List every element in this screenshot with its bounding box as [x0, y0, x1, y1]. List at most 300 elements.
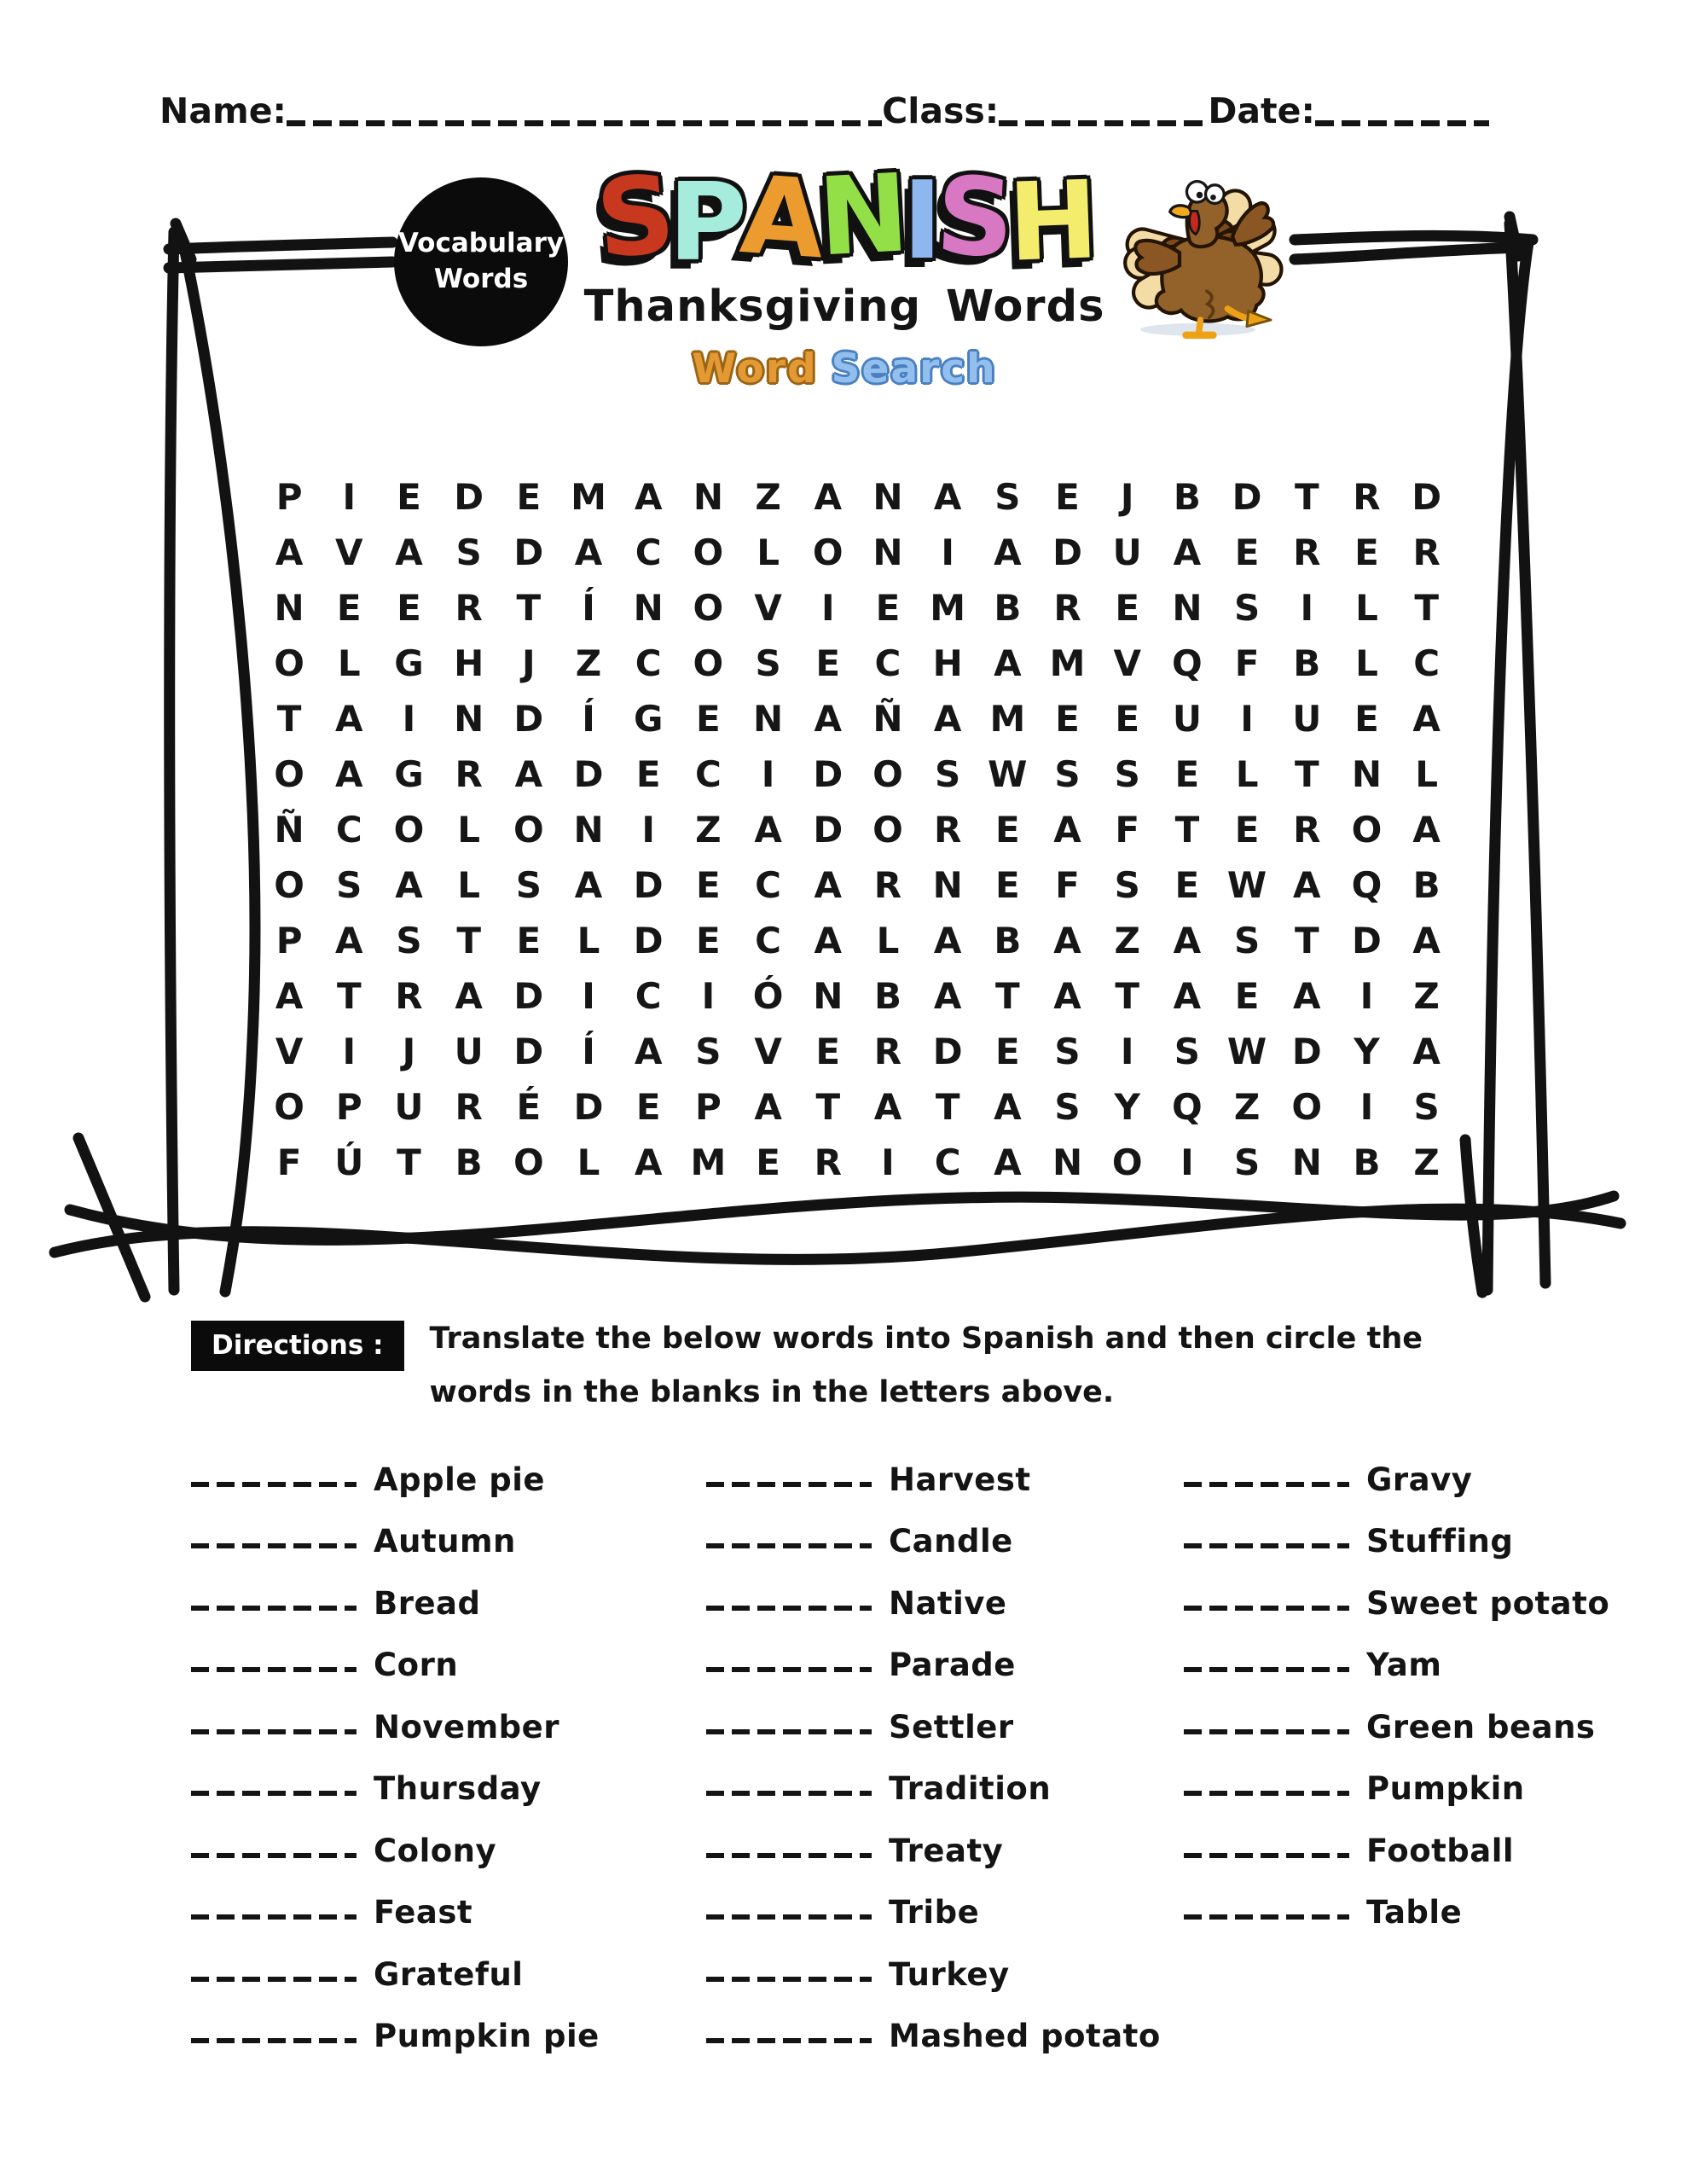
grid-letter: R — [1293, 809, 1321, 851]
grid-letter: T — [1294, 753, 1319, 795]
grid-letter: W — [1226, 864, 1267, 906]
grid-letter: E — [875, 587, 901, 629]
grid-letter: O — [872, 809, 903, 851]
grid-letter: E — [696, 698, 721, 740]
grid-letter: T — [336, 975, 362, 1017]
grid-letter: N — [693, 476, 723, 518]
grid-letter: D — [1291, 1031, 1322, 1072]
grid-letter: Ó — [752, 975, 784, 1017]
grid-letter: L — [577, 920, 600, 961]
grid-letter: E — [516, 920, 542, 961]
grid-letter: A — [814, 476, 843, 518]
answer-blank[interactable] — [191, 1543, 357, 1548]
title-letter: N — [815, 150, 906, 281]
grid-letter: N — [274, 587, 304, 629]
grid-letter: E — [635, 753, 661, 795]
grid-letter: A — [1173, 531, 1202, 573]
grid-letter: E — [815, 642, 841, 684]
answer-blank[interactable] — [706, 1482, 872, 1487]
answer-blank[interactable] — [1184, 1606, 1349, 1611]
grid-letter: A — [994, 1086, 1022, 1128]
word-label: Treaty — [889, 1832, 1004, 1869]
word-row — [191, 1619, 600, 1682]
grid-letter: J — [522, 642, 536, 684]
grid-letter: T — [276, 698, 302, 740]
word-label: Pumpkin pie — [374, 2018, 600, 2054]
word-label: Yam — [1366, 1647, 1442, 1683]
grid-letter: A — [335, 753, 363, 795]
grid-letter: I — [701, 975, 716, 1017]
grid-letter: S — [1054, 1031, 1081, 1072]
grid-letter: A — [1053, 975, 1081, 1017]
grid-letter: W — [988, 753, 1028, 795]
grid-letter: D — [1412, 476, 1442, 518]
grid-letter: I — [1180, 1141, 1194, 1183]
answer-blank[interactable] — [706, 1977, 872, 1982]
grid-letter: E — [1354, 698, 1379, 740]
grid-letter: E — [1234, 975, 1260, 1017]
grid-letter: A — [754, 809, 782, 851]
answer-blank[interactable] — [191, 1667, 357, 1672]
grid-letter: É — [516, 1086, 542, 1128]
word-search-tagline — [563, 346, 1126, 392]
grid-letter: A — [275, 531, 304, 573]
grid-letter: E — [397, 587, 421, 629]
answer-blank[interactable] — [191, 2038, 357, 2043]
grid-letter: A — [1412, 1031, 1441, 1072]
grid-letter: B — [1353, 1141, 1381, 1183]
grid-letter: G — [394, 753, 424, 795]
grid-letter: E — [756, 1141, 780, 1183]
grid-letter: C — [694, 753, 722, 795]
grid-letter: M — [930, 587, 966, 629]
grid-letter: E — [994, 864, 1020, 906]
grid-letter: S — [1233, 1141, 1261, 1183]
grid-letter: A — [395, 531, 423, 573]
word-label: Tradition — [889, 1770, 1052, 1807]
word-column-2 — [706, 1433, 1161, 2052]
word-label: Candle — [889, 1523, 1013, 1560]
word-label: Corn — [374, 1647, 459, 1683]
grid-letter: D — [513, 698, 544, 740]
grid-letter: A — [275, 975, 304, 1017]
grid-letter: E — [516, 476, 542, 518]
answer-blank[interactable] — [1184, 1914, 1349, 1920]
grid-letter: E — [815, 1031, 841, 1072]
grid-letter: O — [274, 642, 304, 684]
grid-letter: E — [1115, 698, 1140, 740]
grid-letter: A — [1293, 864, 1321, 906]
grid-letter: Í — [582, 1031, 595, 1072]
grid-letter: R — [1293, 531, 1321, 573]
answer-blank[interactable] — [706, 1543, 872, 1548]
grid-letter: D — [513, 531, 544, 573]
grid-letter: R — [1412, 531, 1441, 573]
grid-letter: Z — [1114, 920, 1140, 961]
grid-letter: T — [1294, 920, 1319, 961]
grid-letter: Í — [582, 698, 595, 740]
grid-letter: L — [757, 531, 780, 573]
grid-letter: F — [1055, 864, 1080, 906]
grid-letter: O — [513, 809, 544, 851]
grid-letter: A — [933, 975, 962, 1017]
word-label: Grateful — [374, 1955, 524, 1993]
word-column-3 — [1184, 1433, 1610, 1931]
grid-letter: Í — [582, 587, 595, 629]
grid-letter: C — [934, 1141, 961, 1183]
grid-letter: S — [755, 642, 781, 684]
grid-letter: A — [335, 698, 363, 740]
word-row — [191, 1928, 600, 1993]
answer-blank[interactable] — [1184, 1667, 1349, 1672]
directions-text — [430, 1312, 1423, 1420]
grid-letter: A — [574, 531, 603, 573]
grid-letter: D — [932, 1031, 963, 1072]
grid-letter: L — [577, 1141, 600, 1183]
class-label: Class: — [882, 90, 1000, 131]
answer-blank[interactable] — [1184, 1853, 1349, 1858]
grid-letter: L — [876, 920, 900, 961]
vocabulary-words-badge — [394, 177, 568, 346]
grid-letter: E — [1055, 476, 1080, 518]
grid-letter: E — [635, 1086, 661, 1128]
grid-letter: D — [633, 864, 664, 906]
grid-letter: S — [1233, 587, 1261, 629]
grid-letter: U — [1172, 698, 1202, 740]
grid-letter: E — [1174, 864, 1200, 906]
word-label: Sweet potato — [1366, 1584, 1610, 1622]
grid-letter: R — [873, 864, 902, 906]
grid-letter: L — [457, 864, 481, 906]
word-label: Parade — [889, 1647, 1016, 1683]
grid-letter: C — [874, 642, 901, 684]
word-label: Settler — [889, 1708, 1014, 1745]
grid-letter: L — [1415, 753, 1439, 795]
word-search-grid — [259, 469, 1457, 1190]
title-letter: A — [737, 152, 823, 282]
grid-letter: V — [335, 531, 363, 573]
grid-letter: O — [872, 753, 903, 795]
word-label: Stuffing — [1366, 1523, 1514, 1560]
grid-letter: B — [1412, 864, 1441, 906]
grid-letter: R — [873, 1031, 902, 1072]
grid-letter: S — [1233, 920, 1261, 961]
title-letter: S — [591, 151, 674, 283]
answer-blank[interactable] — [191, 1914, 357, 1920]
grid-letter: Y — [1114, 1086, 1140, 1128]
badge-line-1: Vocabulary — [397, 228, 565, 259]
answer-blank[interactable] — [706, 2038, 872, 2043]
grid-letter: S — [396, 920, 422, 961]
thanksgiving-subtitle: Thanksgiving Words — [583, 282, 1105, 332]
title-letter: S — [933, 152, 1012, 282]
grid-letter: A — [1053, 809, 1081, 851]
grid-letter: T — [1294, 476, 1319, 518]
grid-letter: Ú — [334, 1141, 364, 1183]
word-row — [706, 1681, 1161, 1743]
grid-letter: L — [1235, 753, 1259, 795]
grid-letter: I — [1359, 1086, 1374, 1128]
word-row — [1184, 1743, 1609, 1805]
grid-letter: D — [573, 753, 604, 795]
grid-letter: N — [872, 531, 903, 573]
grid-letter: S — [695, 1031, 722, 1072]
grid-letter: E — [397, 476, 421, 518]
grid-letter: I — [402, 698, 416, 740]
grid-letter: C — [635, 642, 662, 684]
grid-letter: A — [634, 1141, 663, 1183]
answer-blank[interactable] — [191, 1977, 357, 1982]
grid-letter: R — [1353, 476, 1381, 518]
spanish-title — [563, 150, 1126, 286]
grid-letter: A — [514, 753, 543, 795]
word-label: Pumpkin — [1366, 1770, 1525, 1807]
word-row — [191, 1681, 600, 1743]
grid-letter: N — [872, 476, 903, 518]
word-row — [706, 1990, 1161, 2053]
grid-letter: O — [274, 753, 304, 795]
grid-letter: O — [274, 864, 304, 906]
grid-letter: V — [754, 587, 782, 629]
answer-blank[interactable] — [191, 1729, 357, 1734]
grid-letter: W — [1226, 1031, 1267, 1072]
grid-letter: L — [457, 809, 481, 851]
grid-letter: I — [1359, 975, 1374, 1017]
word-row — [191, 1433, 600, 1496]
grid-letter: V — [1113, 642, 1141, 684]
word-row — [706, 1496, 1161, 1558]
grid-letter: N — [753, 698, 784, 740]
grid-letter: E — [1055, 698, 1080, 740]
grid-letter: A — [814, 698, 843, 740]
word-row — [191, 1804, 600, 1867]
grid-letter: O — [693, 587, 724, 629]
grid-letter: R — [395, 975, 423, 1017]
grid-letter: O — [1291, 1086, 1323, 1128]
grid-letter: N — [932, 864, 963, 906]
grid-letter: S — [1114, 864, 1140, 906]
title-letter: P — [668, 160, 742, 285]
word-row — [706, 1557, 1161, 1622]
grid-letter: C — [755, 864, 781, 906]
grid-letter: A — [395, 864, 423, 906]
grid-letter: N — [813, 975, 844, 1017]
grid-letter: J — [402, 1031, 416, 1072]
grid-letter: Q — [1172, 1086, 1203, 1128]
grid-letter: A — [814, 864, 843, 906]
grid-letter: G — [394, 642, 424, 684]
grid-letter: A — [455, 975, 483, 1017]
grid-letter: O — [1111, 1141, 1143, 1183]
grid-letter: A — [634, 1031, 663, 1072]
grid-letter: Q — [1172, 642, 1203, 684]
word-label: Apple pie — [374, 1461, 546, 1498]
answer-blank[interactable] — [706, 1914, 872, 1920]
answer-blank[interactable] — [706, 1667, 872, 1672]
grid-letter: O — [274, 1086, 304, 1128]
grid-letter: R — [933, 809, 962, 851]
answer-blank[interactable] — [1184, 1543, 1349, 1548]
grid-letter: R — [455, 1086, 483, 1128]
title-block — [563, 150, 1126, 392]
word-row — [1184, 1496, 1609, 1558]
grid-letter: U — [1292, 698, 1322, 740]
grid-letter: N — [1172, 587, 1203, 629]
grid-letter: M — [1049, 642, 1086, 684]
grid-letter: E — [696, 864, 721, 906]
grid-letter: R — [455, 753, 483, 795]
word-label: November — [374, 1708, 559, 1745]
grid-letter: I — [761, 753, 775, 795]
word-label: Thursday — [374, 1770, 542, 1807]
grid-letter: S — [515, 864, 542, 906]
answer-blank[interactable] — [1184, 1482, 1349, 1487]
title-letters — [591, 150, 1094, 286]
word-label: Football — [1366, 1832, 1515, 1869]
grid-letter: Ñ — [274, 809, 304, 851]
grid-letter: I — [1240, 698, 1254, 740]
grid-letter: S — [336, 864, 362, 906]
grid-letter: C — [335, 809, 362, 851]
grid-letter: T — [1115, 975, 1140, 1017]
word-row — [191, 1867, 600, 1929]
grid-letter: O — [1351, 809, 1383, 851]
grid-letter: A — [1293, 975, 1321, 1017]
grid-letter: Z — [1233, 1086, 1261, 1128]
grid-letter: A — [933, 920, 962, 961]
directions-label: Directions : — [191, 1321, 404, 1371]
directions-line-1: Translate the below words into Spanish and then circle the — [429, 1321, 1423, 1356]
word-row — [191, 1990, 600, 2053]
grid-letter: N — [573, 809, 604, 851]
grid-letter: Z — [575, 642, 602, 684]
grid-letter: P — [275, 476, 303, 518]
grid-letter: D — [513, 1031, 544, 1072]
grid-letter: A — [873, 1086, 902, 1128]
grid-letter: Q — [1351, 864, 1383, 906]
grid-letter: J — [1120, 476, 1134, 518]
word-column-1 — [191, 1433, 600, 2052]
word-row — [706, 1619, 1161, 1682]
grid-letter: O — [812, 531, 844, 573]
grid-letter: S — [935, 753, 961, 795]
word-label: Feast — [374, 1894, 473, 1931]
grid-letter: N — [1291, 1141, 1322, 1183]
grid-letter: E — [1115, 587, 1140, 629]
grid-letter: A — [1412, 698, 1441, 740]
word-label: Table — [1366, 1894, 1463, 1931]
directions-section — [191, 1321, 1423, 1420]
word-row — [706, 1804, 1161, 1867]
grid-letter: L — [1355, 642, 1378, 684]
grid-letter: D — [1352, 920, 1382, 961]
grid-letter: O — [693, 642, 724, 684]
grid-letter: O — [513, 1141, 544, 1183]
grid-letter: F — [276, 1141, 302, 1183]
word-row — [191, 1557, 600, 1622]
grid-letter: S — [994, 476, 1021, 518]
grid-letter: B — [994, 587, 1022, 629]
grid-letter: D — [513, 975, 544, 1017]
grid-letter: A — [1412, 920, 1441, 961]
word-label: Mashed potato — [889, 2018, 1161, 2054]
grid-letter: L — [1355, 587, 1378, 629]
grid-letter: E — [1234, 531, 1260, 573]
grid-letter: C — [755, 920, 781, 961]
grid-letter: O — [393, 809, 425, 851]
word-row — [706, 1743, 1161, 1805]
word-row — [1184, 1557, 1610, 1622]
word-label: Tribe — [889, 1894, 980, 1931]
grid-letter: F — [1234, 642, 1260, 684]
answer-blank[interactable] — [1184, 1729, 1349, 1734]
grid-letter: S — [1413, 1086, 1440, 1128]
grid-letter: T — [456, 920, 481, 961]
answer-blank[interactable] — [706, 1729, 872, 1734]
grid-letter: T — [815, 1086, 841, 1128]
grid-letter: A — [1173, 975, 1202, 1017]
grid-letter: A — [1173, 920, 1202, 961]
answer-blank[interactable] — [706, 1791, 872, 1796]
grid-letter: T — [516, 587, 542, 629]
grid-letter: Z — [1413, 975, 1440, 1017]
grid-letter: A — [814, 920, 843, 961]
grid-letter: S — [1114, 753, 1140, 795]
grid-letter: P — [335, 1086, 362, 1128]
grid-letter: M — [690, 1141, 727, 1183]
answer-blank[interactable] — [706, 1606, 872, 1611]
grid-letter: S — [1054, 1086, 1081, 1128]
word-label: Bread — [374, 1584, 481, 1622]
grid-letter: I — [342, 476, 357, 518]
grid-letter: E — [336, 587, 362, 629]
word-label: Green beans — [1366, 1708, 1596, 1745]
grid-letter: I — [941, 531, 954, 573]
word-row — [1184, 1681, 1609, 1743]
grid-letter: D — [1052, 531, 1082, 573]
grid-letter: Z — [695, 809, 722, 851]
grid-letter: I — [1300, 587, 1314, 629]
grid-letter: C — [635, 975, 662, 1017]
grid-letter: R — [455, 587, 483, 629]
answer-blank[interactable] — [191, 1606, 357, 1611]
answer-blank[interactable] — [191, 1853, 357, 1858]
grid-letter: E — [1354, 531, 1379, 573]
grid-letter: G — [633, 698, 664, 740]
grid-letter: A — [1053, 920, 1081, 961]
grid-letter: E — [994, 809, 1020, 851]
grid-letter: A — [994, 642, 1022, 684]
word-row — [706, 1867, 1161, 1929]
word-label: Autumn — [374, 1523, 516, 1560]
grid-letter: B — [455, 1141, 483, 1183]
answer-blank[interactable] — [191, 1482, 357, 1487]
grid-letter: M — [989, 698, 1026, 740]
answer-blank[interactable] — [1184, 1791, 1349, 1796]
word-row — [191, 1743, 600, 1805]
grid-letter: D — [813, 809, 844, 851]
grid-letter: C — [1413, 642, 1441, 684]
answer-blank[interactable] — [191, 1791, 357, 1796]
grid-letter: Z — [1413, 1141, 1440, 1183]
grid-letter: C — [635, 531, 662, 573]
word-label: Harvest — [889, 1461, 1031, 1498]
grid-letter: T — [397, 1141, 421, 1183]
grid-letter: V — [754, 1031, 782, 1072]
word-label: Colony — [374, 1832, 497, 1869]
grid-letter: B — [1293, 642, 1321, 684]
answer-blank[interactable] — [706, 1853, 872, 1858]
